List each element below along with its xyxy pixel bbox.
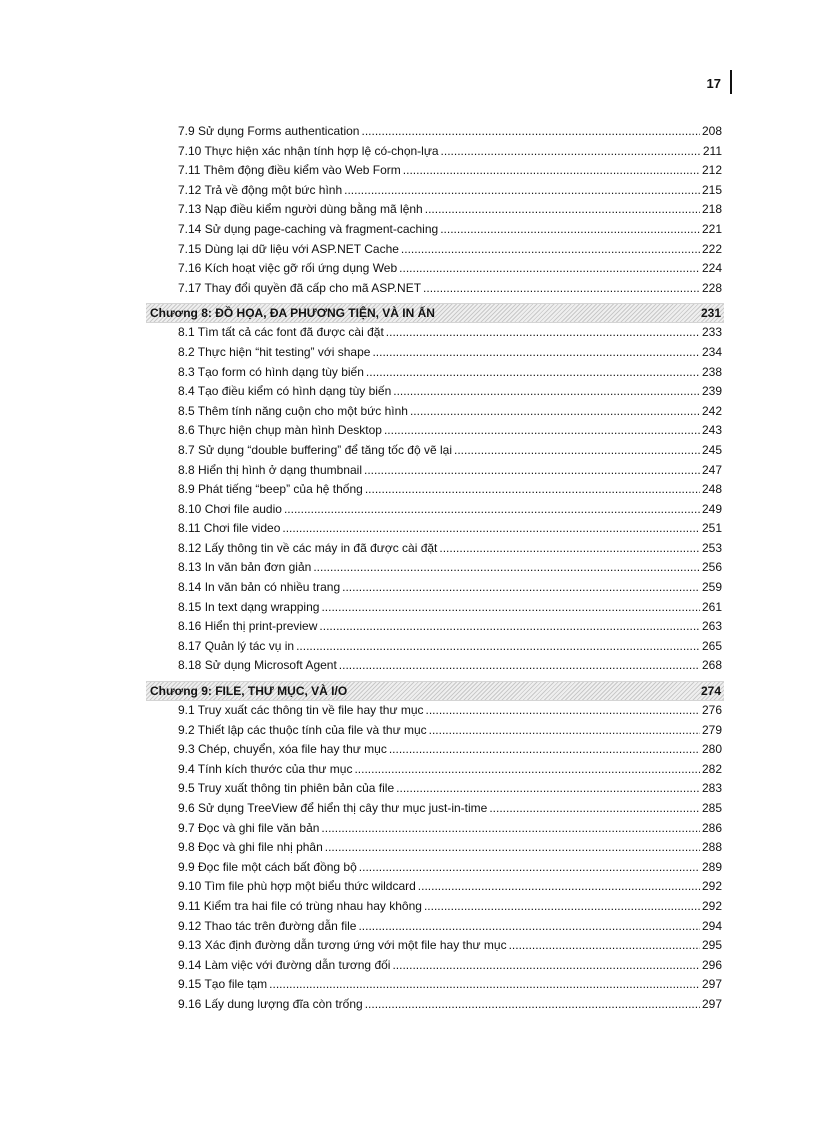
chapter-page-number: 274 — [700, 684, 721, 699]
toc-entry[interactable] — [146, 723, 724, 743]
toc-entry-title: 8.7 Sử dụng “double buffering” để tăng tốc độ vẽ lại — [178, 442, 453, 457]
toc-entry-page-number: 289 — [701, 859, 722, 874]
dot-leader — [354, 762, 700, 776]
toc-entry-page-number: 263 — [701, 619, 722, 634]
toc-entry-page-number: 218 — [701, 202, 722, 217]
toc-entry[interactable] — [146, 423, 724, 443]
toc-entry[interactable] — [146, 183, 724, 203]
toc-entry-title: 9.9 Đọc file một cách bất đồng bộ — [178, 859, 357, 874]
toc-entry-title: 9.14 Làm việc với đường dẫn tương đối — [178, 957, 391, 972]
toc-entry-page-number: 283 — [701, 781, 722, 796]
toc-entry-page-number: 224 — [701, 261, 722, 276]
dot-leader — [361, 124, 699, 138]
dot-leader — [399, 261, 700, 275]
dot-leader — [325, 840, 700, 854]
dot-leader — [439, 541, 700, 555]
toc-entry[interactable] — [146, 977, 724, 997]
toc-entry-title: 7.13 Nạp điều kiểm người dùng bằng mã lệnh — [178, 202, 423, 217]
toc-entry-title: 7.15 Dùng lại dữ liệu với ASP.NET Cache — [178, 241, 399, 256]
toc-entry-title: 9.4 Tính kích thước của thư mục — [178, 761, 353, 776]
toc-entry-title: 7.12 Trả về động một bức hình — [178, 182, 343, 197]
toc-entry-title: 7.9 Sử dụng Forms authentication — [178, 124, 360, 138]
dot-leader — [358, 919, 700, 933]
dot-leader — [365, 997, 700, 1011]
toc-entry-title: 8.10 Chơi file audio — [178, 501, 282, 516]
toc-entry[interactable] — [146, 463, 724, 483]
dot-leader — [429, 723, 700, 737]
dot-leader — [321, 600, 700, 614]
dot-leader — [282, 521, 700, 535]
dot-leader — [344, 183, 700, 197]
toc-entry-page-number: 276 — [701, 703, 722, 718]
chapter-page-number: 231 — [700, 306, 721, 321]
dot-leader — [441, 144, 701, 158]
toc-entry[interactable] — [146, 242, 724, 262]
toc-entry-page-number: 251 — [701, 521, 722, 536]
toc-entry[interactable] — [146, 580, 724, 600]
toc-entry-page-number: 234 — [701, 344, 722, 359]
toc-entry-title: 8.3 Tạo form có hình dạng tùy biến — [178, 364, 364, 379]
toc-entry[interactable] — [146, 281, 724, 301]
toc-entry-page-number: 253 — [701, 540, 722, 555]
toc-entry-title: 9.8 Đọc và ghi file nhị phân — [178, 840, 323, 855]
toc-entry[interactable] — [146, 600, 724, 620]
dot-leader — [366, 365, 700, 379]
toc-entry[interactable] — [146, 144, 724, 164]
toc-entry-title: 9.10 Tìm file phù hợp một biểu thức wildcard — [178, 879, 416, 894]
toc-entry-title: 9.12 Thao tác trên đường dẫn file — [178, 918, 357, 933]
toc-entry-page-number: 245 — [701, 442, 722, 457]
toc-entry-title: 8.18 Sử dụng Microsoft Agent — [178, 658, 337, 673]
toc-entry-title: 9.5 Truy xuất thông tin phiên bản của file — [178, 781, 395, 796]
toc-entry[interactable] — [146, 560, 724, 580]
toc-entry-page-number: 211 — [702, 143, 722, 158]
toc-entry[interactable] — [146, 202, 724, 222]
toc-entry-page-number: 296 — [701, 957, 722, 972]
toc-entry-page-number: 249 — [701, 501, 722, 516]
toc-entry-page-number: 279 — [701, 722, 722, 737]
dot-leader — [384, 423, 700, 437]
dot-leader — [386, 325, 700, 339]
chapter-title: Chương 9: FILE, THƯ MỤC, VÀ I/O — [150, 684, 348, 699]
dot-leader — [401, 242, 700, 256]
toc-entry-title: 8.15 In text dạng wrapping — [178, 599, 320, 614]
toc-entry[interactable] — [146, 521, 724, 541]
toc-entry[interactable] — [146, 384, 724, 404]
dot-leader — [425, 202, 700, 216]
toc-entry-title: 9.2 Thiết lập các thuộc tính của file và thư mục — [178, 722, 427, 737]
toc-entry-page-number: 261 — [701, 599, 722, 614]
toc-entry[interactable] — [146, 365, 724, 385]
toc-entry[interactable] — [146, 899, 724, 919]
dot-leader — [418, 879, 700, 893]
toc-entry-title: 8.4 Tạo điều kiểm có hình dạng tùy biến — [178, 384, 392, 399]
toc-entry-title: 9.15 Tạo file tạm — [178, 977, 268, 992]
toc-entry-title: 8.5 Thêm tính năng cuộn cho một bức hình — [178, 403, 408, 418]
toc-entry-page-number: 292 — [701, 898, 722, 913]
toc-entry-page-number: 294 — [701, 918, 722, 933]
toc-entry-page-number: 297 — [701, 996, 722, 1011]
chapter-heading[interactable] — [146, 303, 724, 323]
toc-entry[interactable] — [146, 958, 724, 978]
toc-entry-title: 8.1 Tìm tất cả các font đã được cài đặt — [178, 325, 384, 340]
toc-entry-page-number: 228 — [701, 280, 722, 295]
toc-entry-page-number: 268 — [701, 658, 722, 673]
toc-entry-title: 8.17 Quản lý tác vụ in — [178, 638, 295, 653]
dot-leader — [410, 404, 700, 418]
dot-leader — [489, 801, 700, 815]
toc-entry-title: 9.11 Kiểm tra hai file có trùng nhau hay không — [178, 898, 422, 913]
toc-entry-title: 8.6 Thực hiện chụp màn hình Desktop — [178, 423, 382, 438]
toc-entry[interactable] — [146, 502, 724, 522]
toc-entry[interactable] — [146, 821, 724, 841]
toc-entry-page-number: 286 — [701, 820, 722, 835]
toc-entry[interactable] — [146, 541, 724, 561]
toc-entry[interactable] — [146, 703, 724, 723]
toc-entry[interactable] — [146, 124, 724, 144]
toc-entry-page-number: 222 — [701, 241, 722, 256]
dot-leader — [364, 463, 700, 477]
toc-entry-title: 9.1 Truy xuất các thông tin về file hay thư mục — [178, 703, 424, 718]
toc-entry[interactable] — [146, 639, 724, 659]
toc-entry[interactable] — [146, 781, 724, 801]
dot-leader — [313, 560, 700, 574]
toc-entry[interactable] — [146, 997, 724, 1017]
toc-entry-page-number: 282 — [701, 761, 722, 776]
toc-entry-page-number: 280 — [701, 742, 722, 757]
dot-leader — [440, 222, 700, 236]
dot-leader — [319, 619, 700, 633]
toc-entry-title: 7.17 Thay đổi quyền đã cấp cho mã ASP.NET — [178, 280, 422, 295]
toc-entry-title: 8.13 In văn bản đơn giản — [178, 560, 312, 575]
toc-entry-title: 8.8 Hiển thị hình ở dạng thumbnail — [178, 462, 362, 477]
toc-entry-title: 8.12 Lấy thông tin về các máy in đã được cài đặt — [178, 540, 438, 555]
dot-leader — [342, 580, 700, 594]
toc-entry-page-number: 288 — [701, 840, 722, 855]
toc-entry-page-number: 238 — [701, 364, 722, 379]
toc-entry-title: 9.6 Sử dụng TreeView để hiển thị cây thư mục just-in-time — [178, 801, 488, 815]
chapter-title: Chương 8: ĐỒ HỌA, ĐA PHƯƠNG TIỆN, VÀ IN ẤN — [150, 306, 435, 321]
toc-entry[interactable] — [146, 325, 724, 345]
dot-leader — [392, 958, 700, 972]
toc-entry-page-number: 215 — [701, 182, 722, 197]
toc-entry-page-number: 243 — [701, 423, 722, 438]
toc-entry-title: 9.7 Đọc và ghi file văn bản — [178, 820, 320, 835]
toc-entry-title: 8.2 Thực hiện “hit testing” với shape — [178, 344, 371, 359]
toc-entry-title: 8.14 In văn bản có nhiều trang — [178, 580, 341, 595]
dot-leader — [403, 163, 700, 177]
dot-leader — [372, 345, 700, 359]
toc-entry-page-number: 259 — [701, 580, 722, 595]
toc-entry-title: 7.14 Sử dụng page-caching và fragment-caching — [178, 221, 439, 236]
toc-entry[interactable] — [146, 619, 724, 639]
toc-entry[interactable] — [146, 163, 724, 183]
dot-leader — [339, 658, 700, 672]
toc-entry[interactable] — [146, 482, 724, 502]
toc-entry[interactable] — [146, 801, 724, 821]
toc-entry-page-number: 242 — [701, 403, 722, 418]
toc-entry-page-number: 208 — [701, 124, 722, 138]
toc-entry-page-number: 292 — [701, 879, 722, 894]
toc-entry[interactable] — [146, 443, 724, 463]
toc-entry[interactable] — [146, 345, 724, 365]
toc-entry[interactable] — [146, 919, 724, 939]
dot-leader — [424, 899, 700, 913]
toc-entry-title: 7.16 Kích hoạt việc gỡ rối ứng dụng Web — [178, 261, 398, 276]
toc-entry-page-number: 297 — [701, 977, 722, 992]
toc-entry-page-number: 247 — [701, 462, 722, 477]
toc-entry[interactable] — [146, 222, 724, 242]
dot-leader — [454, 443, 700, 457]
toc-entry-page-number: 221 — [701, 221, 722, 236]
toc-entry-title: 8.16 Hiển thị print-preview — [178, 619, 318, 634]
dot-leader — [359, 860, 700, 874]
toc-entry-page-number: 295 — [701, 938, 722, 953]
toc-entry[interactable] — [146, 762, 724, 782]
toc-entry-page-number: 239 — [701, 384, 722, 399]
toc-entry-page-number: 233 — [701, 325, 722, 340]
toc-entry[interactable] — [146, 261, 724, 281]
toc-entry[interactable] — [146, 404, 724, 424]
dot-leader — [396, 781, 700, 795]
toc-entry-title: 8.11 Chơi file video — [178, 521, 281, 536]
dot-leader — [423, 281, 700, 295]
toc-entry-page-number: 265 — [701, 638, 722, 653]
toc-entry[interactable] — [146, 879, 724, 899]
toc-entry[interactable] — [146, 860, 724, 880]
toc-entry-title: 7.10 Thực hiện xác nhận tính hợp lệ có-chọn-lựa — [178, 143, 439, 158]
toc-entry-page-number: 256 — [701, 560, 722, 575]
toc-entry-title: 9.16 Lấy dung lượng đĩa còn trống — [178, 996, 363, 1011]
toc-entry-title: 7.11 Thêm động điều kiểm vào Web Form — [178, 163, 401, 178]
toc-entry-page-number: 248 — [701, 482, 722, 497]
dot-leader — [321, 821, 700, 835]
toc-entry-title: 9.3 Chép, chuyển, xóa file hay thư mục — [178, 742, 387, 757]
toc-entry-page-number: 285 — [701, 801, 722, 815]
toc-entry-title: 9.13 Xác định đường dẫn tương ứng với một file hay thư mục — [178, 938, 507, 953]
page-number-rule — [730, 70, 732, 94]
page-number: 17 — [706, 76, 721, 91]
chapter-heading[interactable] — [146, 681, 724, 701]
dot-leader — [365, 482, 700, 496]
dot-leader — [269, 977, 700, 991]
dot-leader — [296, 639, 700, 653]
toc-entry[interactable] — [146, 938, 724, 958]
dot-leader — [393, 384, 700, 398]
toc-entry[interactable] — [146, 658, 724, 678]
toc-entry[interactable] — [146, 840, 724, 860]
toc-entry[interactable] — [146, 742, 724, 762]
dot-leader — [509, 938, 700, 952]
dot-leader — [426, 703, 700, 717]
toc-entry-page-number: 212 — [701, 163, 722, 178]
toc-entry-title: 8.9 Phát tiếng “beep” của hệ thống — [178, 482, 363, 497]
dot-leader — [284, 502, 700, 516]
dot-leader — [389, 742, 700, 756]
table-of-contents — [146, 124, 724, 1017]
